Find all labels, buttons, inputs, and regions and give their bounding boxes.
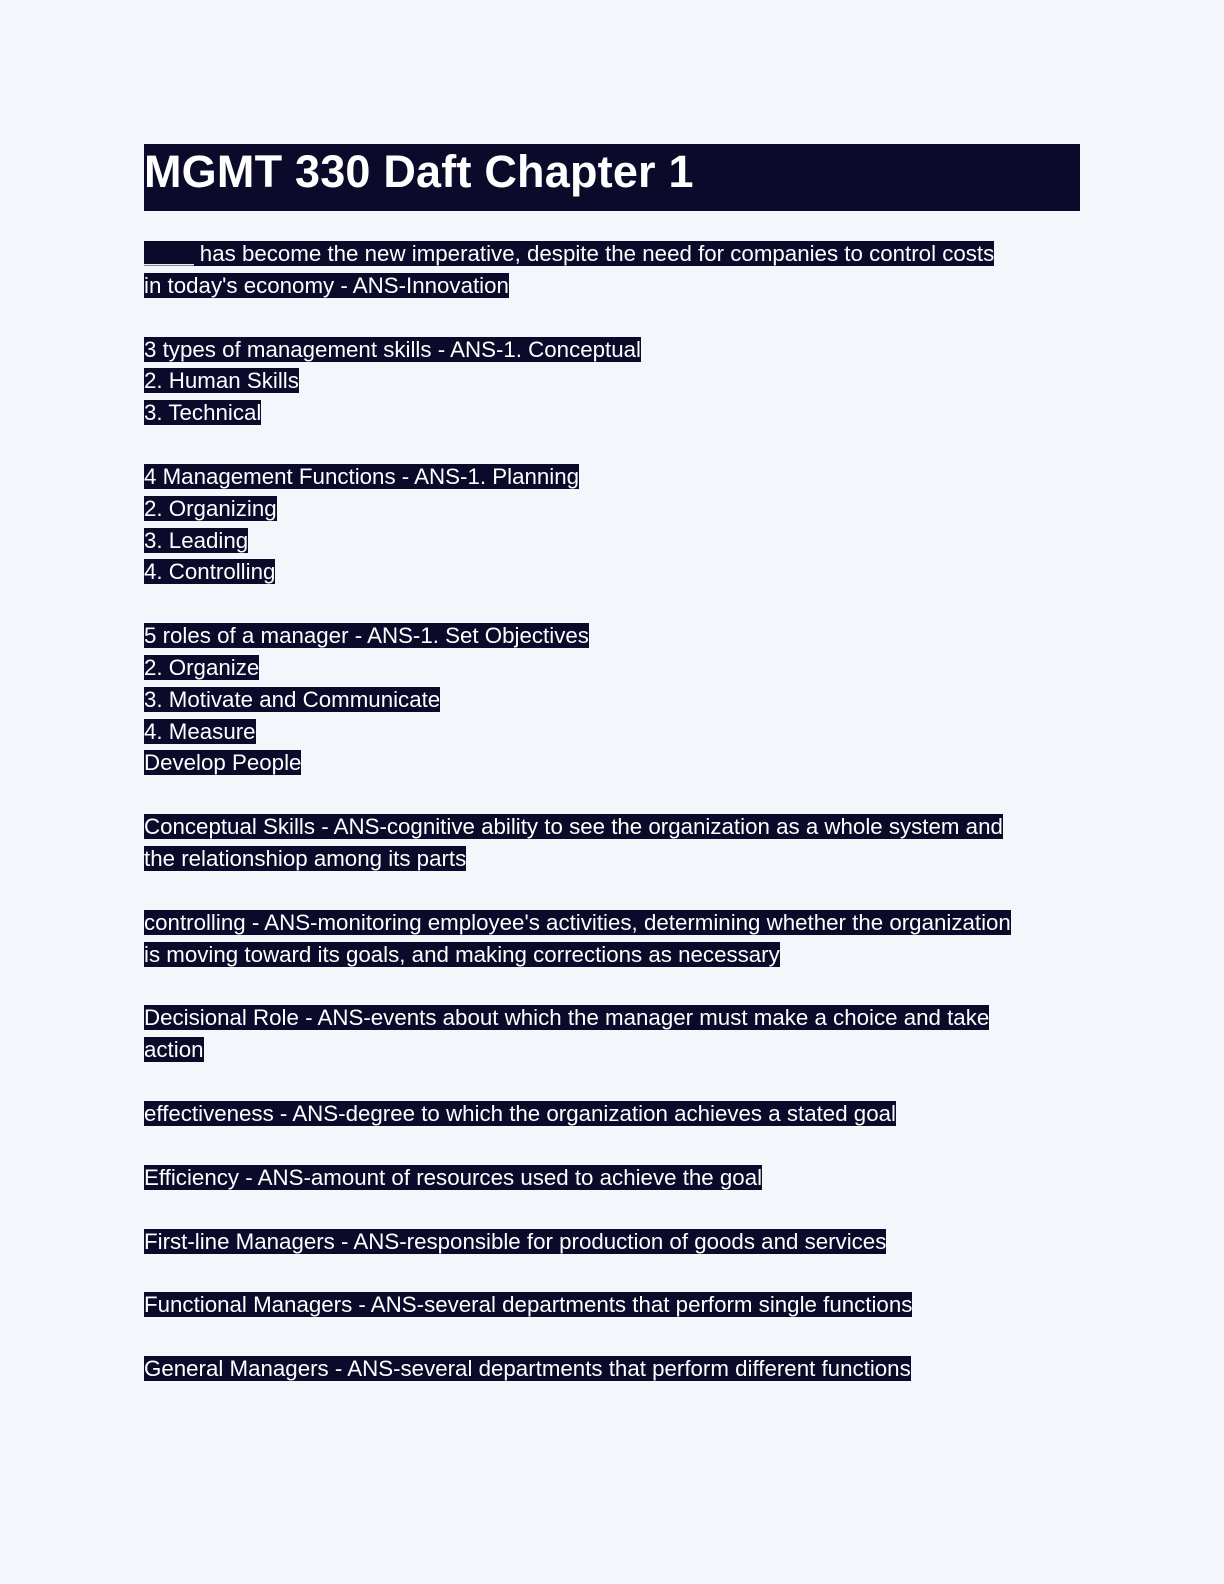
flashcard-entry [144,1162,1080,1194]
flashcard-line [144,716,256,748]
flashcard-line [144,1289,912,1321]
highlighted-text: 4. Controlling [144,559,276,585]
flashcard-line [144,811,1003,843]
flashcard-entry [144,1226,1080,1258]
flashcard-line [144,556,275,588]
highlighted-text: 3 types of management skills - ANS-1. Conceptual [144,336,641,362]
highlighted-text: 5 roles of a manager - ANS-1. Set Objectives [144,623,589,649]
highlighted-text: in today's economy - ANS-Innovation [144,272,509,298]
flashcard-entry [144,620,1080,779]
flashcard-line [144,843,466,875]
highlighted-text: 3. Motivate and Communicate [144,686,441,712]
flashcard-line [144,1226,886,1258]
flashcard-line [144,907,1011,939]
flashcard-entry [144,334,1080,429]
flashcard-line [144,365,299,397]
flashcard-line [144,493,277,525]
highlighted-text: effectiveness - ANS-degree to which the organization achieves a stated goal [144,1100,896,1126]
flashcard-line [144,334,641,366]
flashcard-entry [144,907,1080,971]
highlighted-text: General Managers - ANS-several departments that perform different functions [144,1356,911,1382]
flashcard-entry [144,1002,1080,1066]
highlighted-text: Develop People [144,750,302,776]
flashcard-line [144,1098,896,1130]
highlighted-text: 2. Organize [144,654,260,680]
highlighted-text: Conceptual Skills - ANS-cognitive ability to see the organization as a whole system and [144,814,1003,840]
flashcard-line [144,525,248,557]
flashcard-line [144,397,261,429]
flashcard-line [144,461,579,493]
flashcard-list [144,238,1080,1385]
flashcard-line [144,747,301,779]
flashcard-line [144,652,259,684]
highlighted-text: 3. Technical [144,400,262,426]
highlighted-text: controlling - ANS-monitoring employee's activities, determining whether the organization [144,909,1011,935]
highlighted-text: ____ has become the new imperative, despite the need for companies to control costs [144,241,995,266]
highlighted-text: action [144,1037,204,1063]
highlighted-text: Efficiency - ANS-amount of resources used to achieve the goal [144,1164,763,1190]
document-title: MGMT 330 Daft Chapter 1 [144,146,694,197]
flashcard-line [144,270,509,302]
highlighted-text: 4 Management Functions - ANS-1. Planning [144,463,580,489]
highlighted-text: 2. Organizing [144,495,277,521]
highlighted-text: Functional Managers - ANS-several departments that perform single functions [144,1292,913,1318]
flashcard-line [144,620,589,652]
flashcard-entry [144,238,1080,302]
title-banner [144,144,1080,211]
flashcard-line [144,1162,762,1194]
flashcard-entry [144,461,1080,588]
flashcard-entry [144,1289,1080,1321]
highlighted-text: 2. Human Skills [144,368,299,394]
flashcard-line [144,1034,204,1066]
highlighted-text: is moving toward its goals, and making corrections as necessary [144,941,780,967]
flashcard-line [144,939,780,971]
flashcard-entry [144,1353,1080,1385]
page-content [144,144,1080,1417]
flashcard-entry [144,1098,1080,1130]
highlighted-text: Decisional Role - ANS-events about which the manager must make a choice and take [144,1005,990,1031]
flashcard-entry [144,811,1080,875]
flashcard-line [144,238,994,270]
highlighted-text: First-line Managers - ANS-responsible for production of goods and services [144,1228,887,1254]
flashcard-line [144,1002,989,1034]
highlighted-text: 3. Leading [144,527,249,553]
highlighted-text: 4. Measure [144,718,256,744]
flashcard-line [144,1353,911,1385]
flashcard-line [144,684,440,716]
highlighted-text: the relationshiop among its parts [144,845,467,871]
